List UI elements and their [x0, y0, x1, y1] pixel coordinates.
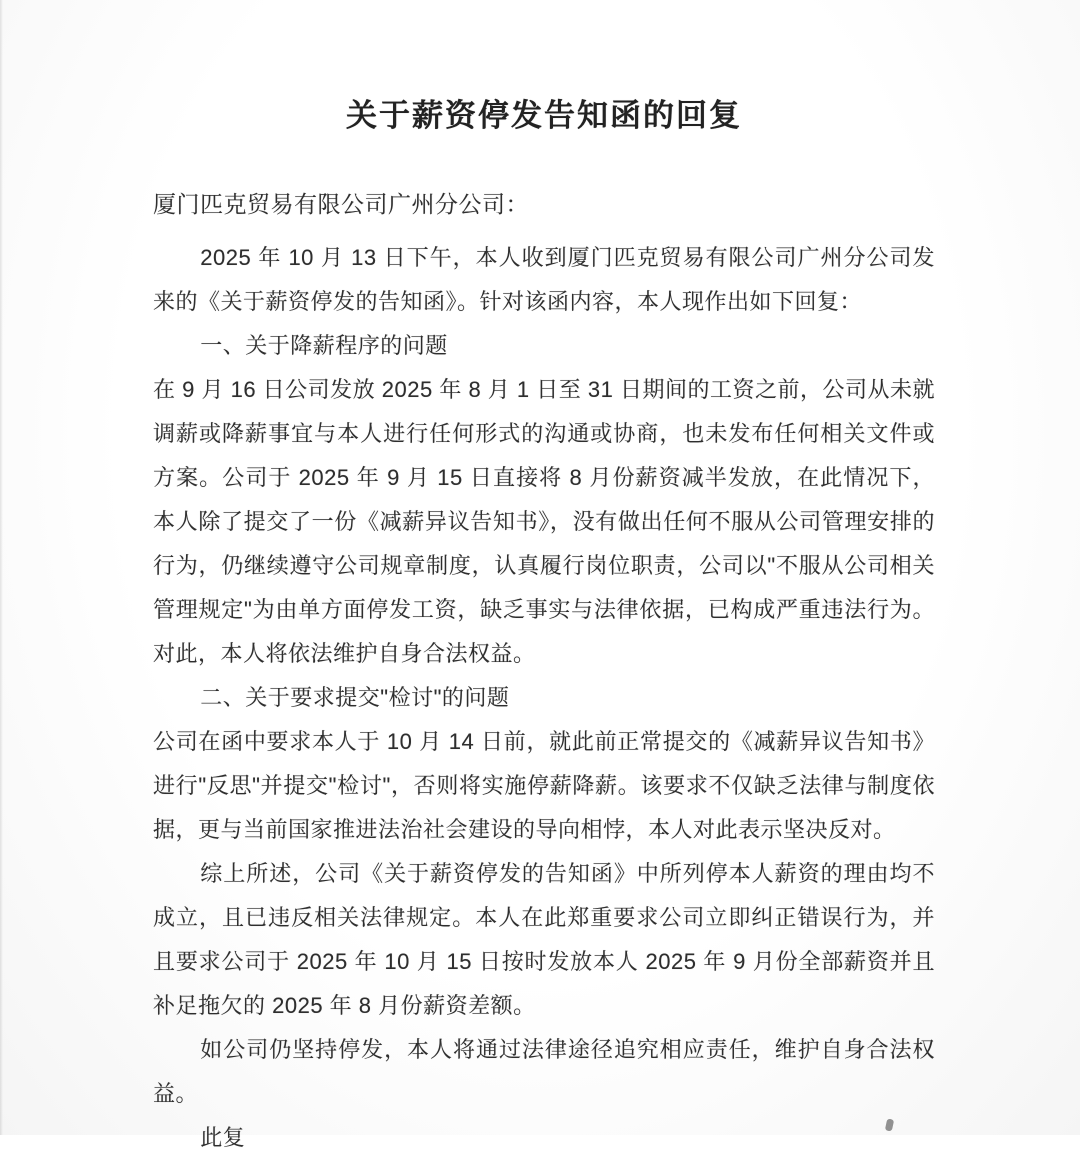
paragraph-legal-warning: 如公司仍坚持停发，本人将通过法律途径追究相应责任，维护自身合法权益。	[153, 1037, 935, 1106]
letter-salutation: 厦门匹克贸易有限公司广州分公司：	[153, 191, 529, 217]
paragraph-section-1-body: 在 9 月 16 日公司发放 2025 年 8 月 1 日至 31 日期间的工资之前，公司从未就调薪或降薪事宜与本人进行任何形式的沟通或协商，也未发布任何相关文件或方案。公司于 2025 年 9 月 15 日直接将 8 月份薪资减半发放，在此情况下，本人除了提交了一份《减薪异议告知书》，没有做出任何不服从公司管理安排的行为，仍继续遵守公司规章制度，认真履行岗位职责，公司以"不服从公司相关管理规定"为由单方面停发工资，缺乏事实与法律依据，已构成严重违法行为。对此，本人将依法维护自身合法权益。	[153, 377, 935, 666]
letter-body	[153, 96, 935, 1160]
paragraph-intro: 2025 年 10 月 13 日下午，本人收到厦门匹克贸易有限公司广州分公司发来的《关于薪资停发的告知函》。针对该函内容，本人现作出如下回复：	[153, 245, 935, 314]
section-2-heading: 二、关于要求提交"检讨"的问题	[200, 685, 510, 710]
paragraph-closing: 此复	[200, 1125, 246, 1150]
letter-title: 关于薪资停发告知函的回复	[346, 98, 742, 133]
paragraph-summary-demand: 综上所述，公司《关于薪资停发的告知函》中所列停本人薪资的理由均不成立，且已违反相关法律规定。本人在此郑重要求公司立即纠正错误行为，并且要求公司于 2025 年 10 月 15 日按时发放本人 2025 年 9 月份全部薪资并且补足拖欠的 2025 年 8 月份薪资差额。	[153, 861, 935, 1018]
photo-left-edge	[0, 0, 3, 1135]
paragraph-section-2-body: 公司在函中要求本人于 10 月 14 日前，就此前正常提交的《减薪异议告知书》进行"反思"并提交"检讨"，否则将实施停薪降薪。该要求不仅缺乏法律与制度依据，更与当前国家推进法治社会建设的导向相悖，本人对此表示坚决反对。	[153, 729, 935, 842]
section-1-heading: 一、关于降薪程序的问题	[200, 333, 448, 358]
